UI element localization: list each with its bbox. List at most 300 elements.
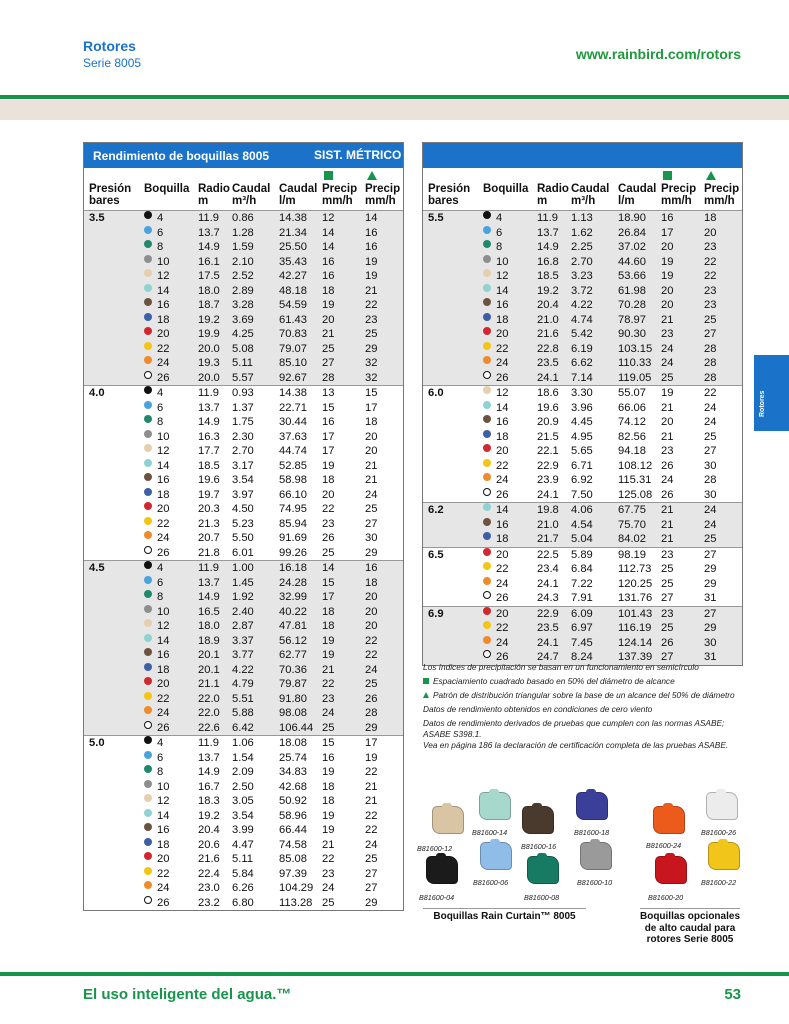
flow-lm: 56.12 (279, 634, 307, 647)
flow-m3h: 6.97 (571, 622, 593, 634)
caption-high-flow: Boquillas opcionales de alto caudal para rotores Serie 8005 (639, 911, 741, 945)
pressure-value: 5.5 (428, 212, 444, 224)
nozzle-color-dot-icon (144, 415, 152, 423)
precip-triangle: 27 (704, 548, 717, 561)
nozzle-size: 16 (157, 474, 170, 486)
pressure-value: 6.5 (428, 548, 444, 561)
flow-m3h: 4.25 (232, 328, 254, 340)
flow-m3h: 5.51 (232, 692, 254, 705)
flow-lm: 91.69 (279, 532, 307, 544)
table-row (84, 531, 403, 546)
column-header-precip1: Precip mm/h (661, 183, 697, 207)
radius: 20.6 (198, 838, 220, 851)
precip-square: 20 (322, 488, 335, 501)
precip-square: 17 (661, 226, 674, 239)
radius: 22.4 (198, 867, 220, 880)
radius: 24.1 (537, 636, 559, 649)
precip-square: 17 (322, 430, 335, 443)
nozzle-size: 22 (496, 342, 509, 355)
precip-square: 21 (661, 518, 674, 531)
footer-slogan: El uso inteligente del agua.™ (83, 986, 292, 1003)
table-row (84, 881, 403, 896)
table-row (84, 211, 403, 226)
flow-lm: 16.18 (279, 562, 307, 574)
radius: 22.9 (537, 459, 559, 472)
nozzle-color-dot-icon (144, 619, 152, 627)
precip-square: 15 (322, 576, 335, 589)
flow-m3h: 5.23 (232, 517, 254, 530)
nozzle-image (655, 856, 687, 884)
nozzle-image (653, 806, 685, 834)
flow-lm: 42.68 (279, 780, 307, 793)
radius: 19.9 (198, 328, 220, 340)
precip-triangle: 22 (365, 766, 378, 778)
flow-lm: 115.31 (618, 474, 652, 486)
flow-m3h: 4.06 (571, 504, 593, 516)
precip-square: 25 (661, 563, 674, 575)
nozzle-color-dot-icon (483, 313, 491, 321)
nozzle-color-dot-icon (144, 823, 152, 831)
radius: 23.4 (537, 563, 559, 575)
nozzle-color-dot-icon (483, 240, 491, 248)
radius: 11.9 (198, 387, 219, 399)
radius: 13.7 (198, 751, 220, 764)
nozzle-color-dot-icon (483, 473, 491, 481)
radius: 23.5 (537, 357, 559, 369)
pressure-group (423, 548, 742, 607)
radius: 21.0 (537, 313, 559, 326)
nozzle-size: 18 (157, 838, 170, 851)
nozzle-size: 4 (157, 737, 164, 749)
precip-square: 15 (322, 401, 335, 414)
note-square: Espaciamiento cuadrado basado en 50% del diámetro de alcance (423, 676, 753, 687)
precip-triangle: 18 (365, 416, 378, 428)
precip-square: 14 (322, 562, 335, 574)
flow-m3h: 3.72 (571, 284, 593, 297)
side-tab-label: Rotores (759, 390, 766, 417)
radius: 23.0 (198, 882, 220, 894)
precip-triangle: 24 (704, 504, 717, 516)
precip-triangle: 30 (704, 459, 717, 472)
radius: 11.9 (198, 737, 219, 749)
header-url[interactable]: www.rainbird.com/rotors (575, 46, 741, 62)
precip-square: 20 (661, 241, 674, 253)
table-row (84, 867, 403, 882)
table-row (84, 634, 403, 649)
precip-triangle: 27 (365, 517, 378, 530)
precip-square: 27 (661, 651, 674, 663)
precip-triangle: 26 (365, 692, 378, 705)
flow-m3h: 2.10 (232, 255, 254, 268)
precip-triangle: 23 (704, 299, 717, 311)
table-row (423, 548, 742, 563)
radius: 16.5 (198, 605, 220, 618)
flow-lm: 131.76 (618, 592, 653, 604)
nozzle-size: 8 (157, 241, 164, 253)
flow-lm: 108.12 (618, 459, 653, 472)
flow-lm: 62.77 (279, 649, 307, 661)
precip-square: 16 (322, 255, 335, 268)
column-header-caudal1: Caudal m³/h (232, 183, 271, 207)
table-row (84, 780, 403, 795)
square-icon (423, 678, 429, 684)
nozzle-color-dot-icon (144, 459, 152, 467)
precip-square: 25 (322, 721, 335, 734)
precip-square: 18 (322, 284, 335, 297)
nozzle-size: 16 (496, 299, 509, 311)
nozzle-image (480, 842, 512, 870)
precip-triangle: 25 (365, 503, 378, 515)
side-tab[interactable] (754, 355, 789, 431)
nozzle-size: 4 (157, 562, 164, 574)
radius: 22.6 (198, 721, 220, 734)
flow-m3h: 0.93 (232, 387, 254, 399)
precip-triangle: 22 (704, 270, 717, 282)
precip-square: 23 (661, 445, 674, 457)
flow-m3h: 3.97 (232, 488, 254, 501)
nozzle-size: 14 (157, 809, 170, 822)
radius: 21.0 (537, 518, 559, 531)
flow-lm: 55.07 (618, 387, 646, 399)
nozzle-color-dot-icon (144, 255, 152, 263)
precip-square: 18 (322, 605, 335, 618)
nozzle-color-dot-icon (144, 896, 152, 904)
precip-square: 21 (322, 663, 335, 676)
table-row (423, 240, 742, 255)
nozzle-color-dot-icon (144, 430, 152, 438)
radius: 11.9 (198, 212, 219, 224)
footer-green-bar (0, 972, 789, 976)
flow-m3h: 2.50 (232, 780, 254, 793)
table-row (84, 415, 403, 430)
precip-square: 20 (661, 416, 674, 428)
pressure-group (423, 386, 742, 503)
column-header-caudal2: Caudal l/m (279, 183, 318, 207)
table-row (423, 342, 742, 357)
precip-triangle: 14 (365, 212, 378, 224)
flow-lm: 26.84 (618, 226, 646, 239)
flow-m3h: 4.74 (571, 313, 593, 326)
pressure-value: 6.9 (428, 607, 444, 620)
radius: 20.4 (198, 824, 220, 836)
precip-triangle: 17 (365, 737, 378, 749)
table-row (84, 809, 403, 824)
radius: 21.7 (537, 533, 559, 545)
precip-square: 21 (661, 401, 674, 414)
nozzle-size: 14 (496, 284, 509, 297)
table-row (84, 590, 403, 605)
flow-m3h: 3.54 (232, 809, 254, 822)
table-row (84, 619, 403, 634)
table-row (423, 444, 742, 459)
radius: 17.5 (198, 270, 220, 282)
nozzle-part-number: B81600-18 (574, 828, 610, 837)
nozzle-color-dot-icon (144, 663, 152, 671)
table-row (423, 488, 742, 503)
nozzle-size: 16 (157, 824, 170, 836)
flow-m3h: 5.11 (232, 357, 253, 369)
column-header-precip2: Precip mm/h (704, 183, 740, 207)
radius: 18.5 (537, 270, 559, 282)
precip-square: 19 (661, 387, 674, 399)
flow-lm: 52.85 (279, 459, 307, 472)
radius: 20.1 (198, 663, 220, 676)
table-row (84, 386, 403, 401)
radius: 24.1 (537, 488, 559, 501)
nozzle-size: 22 (157, 692, 170, 705)
nozzle-color-dot-icon (483, 298, 491, 306)
precip-triangle: 28 (704, 474, 717, 486)
nozzle-part-number: B81600-24 (646, 841, 682, 850)
precip-square: 20 (322, 313, 335, 326)
table-row (84, 371, 403, 386)
triangle-icon (423, 692, 429, 698)
flow-m3h: 2.40 (232, 605, 254, 618)
nozzle-color-dot-icon (144, 605, 152, 613)
nozzle-size: 20 (496, 607, 509, 620)
pressure-group (84, 736, 403, 910)
flow-lm: 18.90 (618, 212, 646, 224)
nozzle-color-dot-icon (483, 636, 491, 644)
flow-m3h: 6.19 (571, 342, 593, 355)
nozzle-size: 10 (157, 605, 170, 618)
nozzle-color-dot-icon (144, 576, 152, 584)
note-certification: Vea en página 186 la declaración de certificación completa de las pruebas ASABE. (423, 740, 729, 750)
nozzle-color-dot-icon (144, 648, 152, 656)
note-triangle: Patrón de distribución triangular sobre la base de un alcance del 50% de diámetro (423, 690, 753, 701)
nozzle-size: 26 (157, 371, 170, 384)
flow-lm: 74.95 (279, 503, 307, 515)
table-row (84, 284, 403, 299)
precip-square: 18 (322, 620, 335, 632)
column-header-radio: Radio m (198, 183, 230, 207)
nozzle-color-dot-icon (483, 356, 491, 364)
nozzle-size: 22 (496, 459, 509, 472)
table-row (423, 503, 742, 518)
precip-square: 19 (322, 809, 335, 822)
precip-triangle: 15 (365, 387, 378, 399)
flow-lm: 67.75 (618, 504, 646, 516)
precip-square: 19 (322, 766, 335, 778)
nozzle-part-number: B81600-08 (524, 893, 560, 902)
precip-triangle: 21 (365, 459, 378, 472)
nozzle-size: 20 (496, 445, 509, 457)
flow-m3h: 5.11 (232, 853, 253, 865)
nozzle-size: 16 (496, 518, 509, 531)
pressure-group (423, 211, 742, 386)
nozzle-size: 22 (496, 622, 509, 634)
table-row (84, 692, 403, 707)
flow-m3h: 6.42 (232, 721, 254, 734)
flow-lm: 54.59 (279, 299, 307, 311)
precip-square: 24 (661, 357, 674, 369)
nozzle-size: 26 (496, 592, 509, 604)
nozzle-color-dot-icon (144, 634, 152, 642)
flow-m3h: 7.45 (571, 636, 593, 649)
flow-m3h: 4.95 (571, 430, 593, 443)
precip-triangle: 20 (704, 226, 717, 239)
radius: 18.6 (537, 387, 559, 399)
precip-square: 23 (661, 328, 674, 340)
table-row (423, 562, 742, 577)
flow-m3h: 1.00 (232, 562, 254, 574)
precip-square: 26 (661, 488, 674, 501)
radius: 20.3 (198, 503, 220, 515)
flow-lm: 58.96 (279, 809, 307, 822)
nozzle-color-dot-icon (144, 852, 152, 860)
nozzle-size: 22 (496, 563, 509, 575)
precip-square: 22 (322, 503, 335, 515)
nozzle-size: 26 (157, 721, 170, 734)
flow-m3h: 4.50 (232, 503, 254, 515)
flow-lm: 24.28 (279, 576, 307, 589)
precip-square: 14 (322, 241, 335, 253)
flow-m3h: 6.84 (571, 563, 593, 575)
precip-square: 25 (322, 896, 335, 909)
table-row (84, 896, 403, 911)
table-row (423, 473, 742, 488)
column-header-boquilla: Boquilla (144, 183, 190, 195)
nozzle-color-dot-icon (483, 444, 491, 452)
precip-square: 19 (661, 270, 674, 282)
flow-m3h: 3.37 (232, 634, 254, 647)
table-row (84, 838, 403, 853)
precip-triangle: 27 (704, 607, 717, 620)
radius: 16.7 (198, 780, 220, 793)
precip-triangle: 29 (365, 721, 378, 734)
table-row (84, 313, 403, 328)
precip-triangle: 24 (365, 838, 378, 851)
radius: 22.0 (198, 707, 220, 719)
precip-triangle: 31 (704, 651, 717, 663)
precip-square: 28 (322, 371, 335, 384)
table-left-column-header (84, 168, 403, 211)
flow-lm: 106.44 (279, 721, 314, 734)
radius: 24.1 (537, 577, 559, 590)
square-icon (663, 171, 672, 180)
radius: 20.9 (537, 416, 559, 428)
nozzle-size: 16 (157, 299, 170, 311)
nozzle-color-dot-icon (144, 751, 152, 759)
table-row (423, 371, 742, 386)
precip-triangle: 27 (704, 328, 717, 340)
column-header-radio: Radio m (537, 183, 569, 207)
table-row (423, 621, 742, 636)
pressure-value: 4.0 (89, 387, 105, 399)
precip-triangle: 27 (365, 882, 378, 894)
nozzle-size: 24 (496, 357, 509, 369)
flow-m3h: 3.54 (232, 474, 254, 486)
flow-lm: 14.38 (279, 212, 307, 224)
flow-lm: 44.74 (279, 445, 307, 457)
precip-triangle: 21 (365, 284, 378, 297)
precip-triangle: 28 (704, 357, 717, 369)
precip-square: 25 (661, 371, 674, 384)
precip-square: 21 (322, 328, 335, 340)
flow-m3h: 6.09 (571, 607, 593, 620)
flow-m3h: 6.01 (232, 546, 254, 559)
precip-square: 19 (322, 649, 335, 661)
nozzle-size: 12 (157, 445, 170, 457)
precip-square: 25 (322, 342, 335, 355)
nozzle-size: 14 (157, 634, 170, 647)
precip-triangle: 24 (704, 518, 717, 531)
nozzle-image (708, 842, 740, 870)
nozzle-color-dot-icon (483, 226, 491, 234)
nozzle-color-dot-icon (144, 867, 152, 875)
flow-lm: 22.71 (279, 401, 307, 414)
nozzle-size: 18 (496, 313, 509, 326)
flow-lm: 74.58 (279, 838, 307, 851)
performance-table-left (83, 142, 404, 911)
flow-m3h: 7.50 (571, 488, 593, 501)
precip-square: 21 (661, 504, 674, 516)
column-header-boquilla: Boquilla (483, 183, 529, 195)
flow-lm: 119.05 (618, 371, 652, 384)
precip-square: 27 (322, 357, 335, 369)
precip-triangle: 17 (365, 401, 378, 414)
flow-lm: 18.08 (279, 737, 307, 749)
flow-m3h: 3.96 (571, 401, 593, 414)
flow-m3h: 6.71 (571, 459, 593, 472)
nozzle-size: 18 (157, 488, 170, 501)
flow-m3h: 4.45 (571, 416, 593, 428)
precip-square: 16 (661, 212, 674, 224)
flow-m3h: 1.13 (571, 212, 593, 224)
table-row (423, 430, 742, 445)
precip-triangle: 20 (365, 605, 378, 618)
nozzle-image (479, 792, 511, 820)
nozzle-size: 14 (157, 284, 170, 297)
radius: 19.2 (537, 284, 559, 297)
nozzle-size: 26 (496, 651, 509, 663)
radius: 20.0 (198, 371, 220, 384)
precip-triangle: 21 (365, 474, 378, 486)
flow-m3h: 5.08 (232, 342, 254, 355)
radius: 14.9 (198, 766, 220, 778)
precip-triangle: 28 (365, 707, 378, 719)
flow-m3h: 2.70 (232, 445, 254, 457)
precip-square: 19 (322, 299, 335, 311)
flow-lm: 98.08 (279, 707, 307, 719)
table-row (423, 211, 742, 226)
radius: 13.7 (198, 576, 220, 589)
table-row (84, 473, 403, 488)
radius: 20.4 (537, 299, 559, 311)
nozzle-color-dot-icon (483, 532, 491, 540)
nozzle-color-dot-icon (144, 721, 152, 729)
table-row (84, 298, 403, 313)
nozzle-color-dot-icon (483, 650, 491, 658)
nozzle-color-dot-icon (483, 255, 491, 263)
nozzle-size: 8 (496, 241, 503, 253)
flow-lm: 112.73 (618, 563, 652, 575)
flow-lm: 70.36 (279, 663, 307, 676)
precip-triangle: 23 (704, 241, 717, 253)
nozzle-color-dot-icon (483, 430, 491, 438)
precip-triangle: 22 (365, 809, 378, 822)
flow-lm: 79.07 (279, 342, 307, 355)
flow-m3h: 5.57 (232, 371, 254, 384)
precip-triangle: 25 (704, 313, 717, 326)
flow-m3h: 6.26 (232, 882, 254, 894)
radius: 18.7 (198, 299, 220, 311)
nozzle-color-dot-icon (144, 473, 152, 481)
precip-square: 13 (322, 387, 335, 399)
nozzle-size: 18 (496, 430, 509, 443)
flow-m3h: 1.54 (232, 751, 254, 764)
flow-lm: 85.10 (279, 357, 307, 369)
